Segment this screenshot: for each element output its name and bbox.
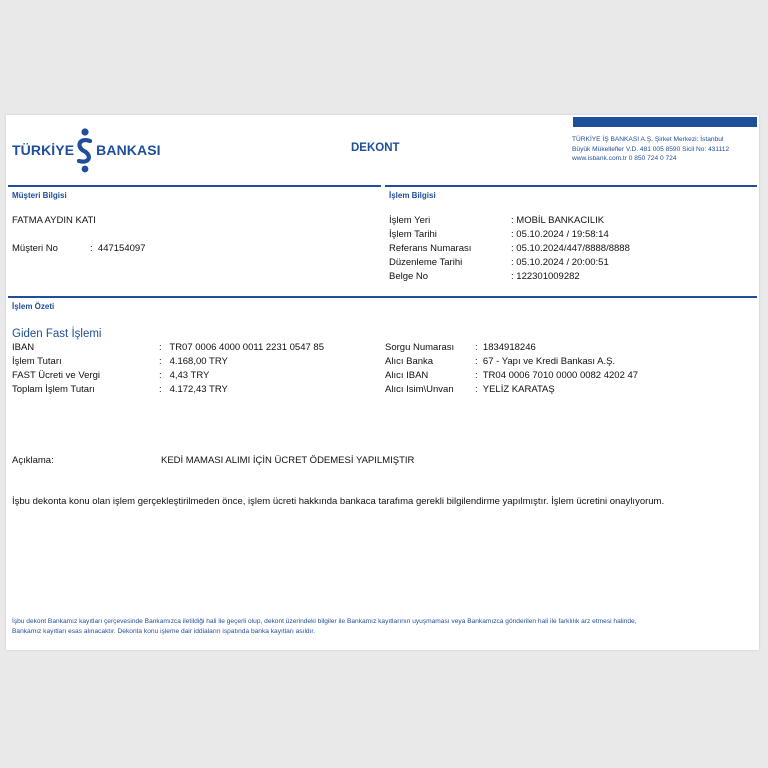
summary-section-title: İşlem Özeti xyxy=(12,302,55,311)
customer-name: FATMA AYDIN KATI xyxy=(12,215,96,226)
footer-line: İşbu dekont Bankamız kayıtları çerçevesinde Bankamızca iletildiği hali ile geçerli olup, dekont üzerindeki bilgiler ile Bankamız kayıtlarının uyuşmaması veya Bankamızca gönderilen hali ile farklılık arz etmesi halinde, xyxy=(12,618,637,625)
summary-value-total: : 4.172,43 TRY xyxy=(159,384,228,395)
summary-label-recipient-bank: Alıcı Banka xyxy=(385,356,434,367)
summary-label-fee: FAST Ücreti ve Vergi xyxy=(12,370,100,381)
summary-label-total: Toplam İşlem Tutarı xyxy=(12,384,95,395)
company-line: TÜRKİYE İŞ BANKASI A.Ş. Şirket Merkezi: İstanbul xyxy=(572,136,724,143)
transaction-value-reference: : 05.10.2024/447/8888/8888 xyxy=(511,243,630,254)
summary-value-iban: : TR07 0006 4000 0011 2231 0547 85 xyxy=(159,342,324,353)
summary-section-rule xyxy=(8,296,757,298)
transaction-label-place: İşlem Yeri xyxy=(389,215,431,226)
customer-no-value: : 447154097 xyxy=(90,243,146,254)
summary-value-recipient-iban: : TR04 0006 7010 0000 0082 4202 47 xyxy=(475,370,639,381)
company-info xyxy=(572,135,729,164)
company-line: Büyük Mükellefler V.D. 481 005 8590 Sicil No: 431112 xyxy=(572,145,730,153)
summary-label-iban: IBAN xyxy=(12,342,35,353)
transaction-label-document-no: Belge No xyxy=(389,271,429,282)
transaction-value-document-no: : 122301009282 xyxy=(511,271,580,282)
transaction-section-rule xyxy=(385,185,757,187)
is-bank-logo-icon xyxy=(75,127,95,173)
customer-section-rule xyxy=(8,185,381,187)
summary-label-query-no: Sorgu Numarası xyxy=(385,342,455,353)
footer-disclaimer xyxy=(12,617,637,637)
summary-label-recipient-iban: Alıcı IBAN xyxy=(385,370,429,381)
bank-logo xyxy=(12,125,161,175)
transaction-label-reference: Referans Numarası xyxy=(389,243,472,254)
footer-line: Bankamız kayıtları esas alınacaktır. Dekonta konu işleme dair iddiaların ispatında banka kayıtları asıldır. xyxy=(12,628,316,635)
summary-subtitle: Giden Fast İşlemi xyxy=(12,328,102,340)
customer-section-title: Müşteri Bilgisi xyxy=(12,191,67,200)
summary-value-fee: : 4,43 TRY xyxy=(159,370,210,381)
transaction-value-date: : 05.10.2024 / 19:58:14 xyxy=(511,229,609,240)
logo-text-left: TÜRKİYE xyxy=(12,142,75,158)
transaction-section-title: İşlem Bilgisi xyxy=(389,191,436,200)
company-line: www.isbank.com.tr 0 850 724 0 724 xyxy=(572,155,677,163)
header-accent-bar xyxy=(573,117,757,127)
transaction-value-issue-date: : 05.10.2024 / 20:00:51 xyxy=(511,257,609,268)
description-value: KEDİ MAMASI ALIMI İÇİN ÜCRET ÖDEMESİ YAPILMIŞTIR xyxy=(161,455,415,466)
customer-no-label: Müşteri No xyxy=(12,243,58,254)
transaction-value-place: : MOBİL BANKACILIK xyxy=(511,215,605,226)
receipt-page xyxy=(6,115,759,650)
logo-text-right: BANKASI xyxy=(96,142,161,158)
summary-value-recipient-bank: : 67 - Yapı ve Kredi Bankası A.Ş. xyxy=(475,356,616,367)
consent-text: İşbu dekonta konu olan işlem gerçekleştirilmeden önce, işlem ücreti hakkında bankaca tarafıma gerekli bilgilendirme yapılmıştır. İşlem ücretini onaylıyorum. xyxy=(12,496,665,507)
summary-value-recipient-name: : YELİZ KARATAŞ xyxy=(475,384,555,395)
description-label: Açıklama: xyxy=(12,455,54,466)
summary-value-amount: : 4.168,00 TRY xyxy=(159,356,228,367)
transaction-label-issue-date: Düzenleme Tarihi xyxy=(389,257,463,268)
transaction-label-date: İşlem Tarihi xyxy=(389,229,437,240)
summary-value-query-no: : 1834918246 xyxy=(475,342,536,353)
document-title: DEKONT xyxy=(351,142,400,154)
summary-label-amount: İşlem Tutarı xyxy=(12,356,62,367)
summary-label-recipient-name: Alıcı Isim\Unvan xyxy=(385,384,454,395)
